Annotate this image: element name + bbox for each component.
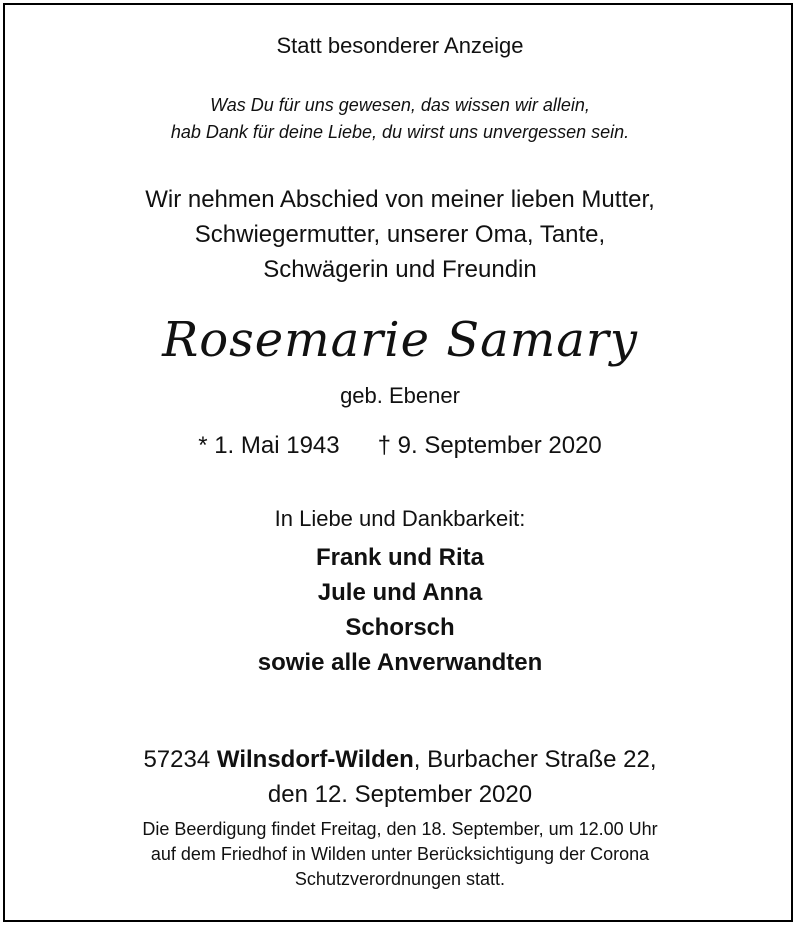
header-text: Statt besonderer Anzeige: [276, 33, 524, 58]
maiden-name: [0, 380, 800, 412]
quote-line-2: hab Dank für deine Liebe, du wirst uns unvergessen sein.: [170, 122, 630, 142]
mourners-intro-text: In Liebe und Dankbarkeit:: [274, 506, 526, 531]
maiden-name-text: geb. Ebener: [340, 383, 460, 408]
intro-line-1: Wir nehmen Abschied von meiner lieben Mutter,: [145, 186, 655, 213]
mourner-line: Frank und Rita: [315, 544, 484, 571]
birth-date: * 1. Mai 1943: [198, 432, 340, 459]
deceased-name: [0, 308, 800, 372]
death-date: † 9. September 2020: [377, 432, 602, 459]
address-date: den 12. September 2020: [267, 781, 533, 808]
funeral-line-3: Schutzverordnungen statt.: [294, 869, 506, 889]
life-dates: [0, 428, 800, 463]
address-postcode: 57234: [143, 746, 211, 773]
address-place: Wilnsdorf-Wilden: [216, 746, 414, 773]
funeral-notice: [0, 817, 800, 892]
notice-header: [0, 30, 800, 62]
intro-line-3: Schwägerin und Freundin: [263, 256, 537, 283]
intro-line-2: Schwiegermutter, unserer Oma, Tante,: [194, 221, 606, 248]
funeral-line-1: Die Beerdigung findet Freitag, den 18. September, um 12.00 Uhr: [142, 819, 658, 839]
deceased-name-text: Rosemarie Samary: [162, 312, 638, 368]
mourners-intro: [0, 503, 800, 535]
quote-line-1: Was Du für uns gewesen, das wissen wir allein,: [210, 95, 590, 115]
address-line: [0, 742, 800, 777]
farewell-intro: [0, 182, 800, 287]
mourners-list: [0, 540, 800, 680]
memorial-quote: [0, 92, 800, 146]
funeral-line-2: auf dem Friedhof in Wilden unter Berücksichtigung der Corona: [150, 844, 650, 864]
mourner-line: sowie alle Anverwandten: [257, 649, 543, 676]
mourner-line: Jule und Anna: [317, 579, 483, 606]
address-street: , Burbacher Straße 22,: [413, 746, 657, 773]
address-block: [0, 742, 800, 812]
mourner-line: Schorsch: [345, 614, 455, 641]
